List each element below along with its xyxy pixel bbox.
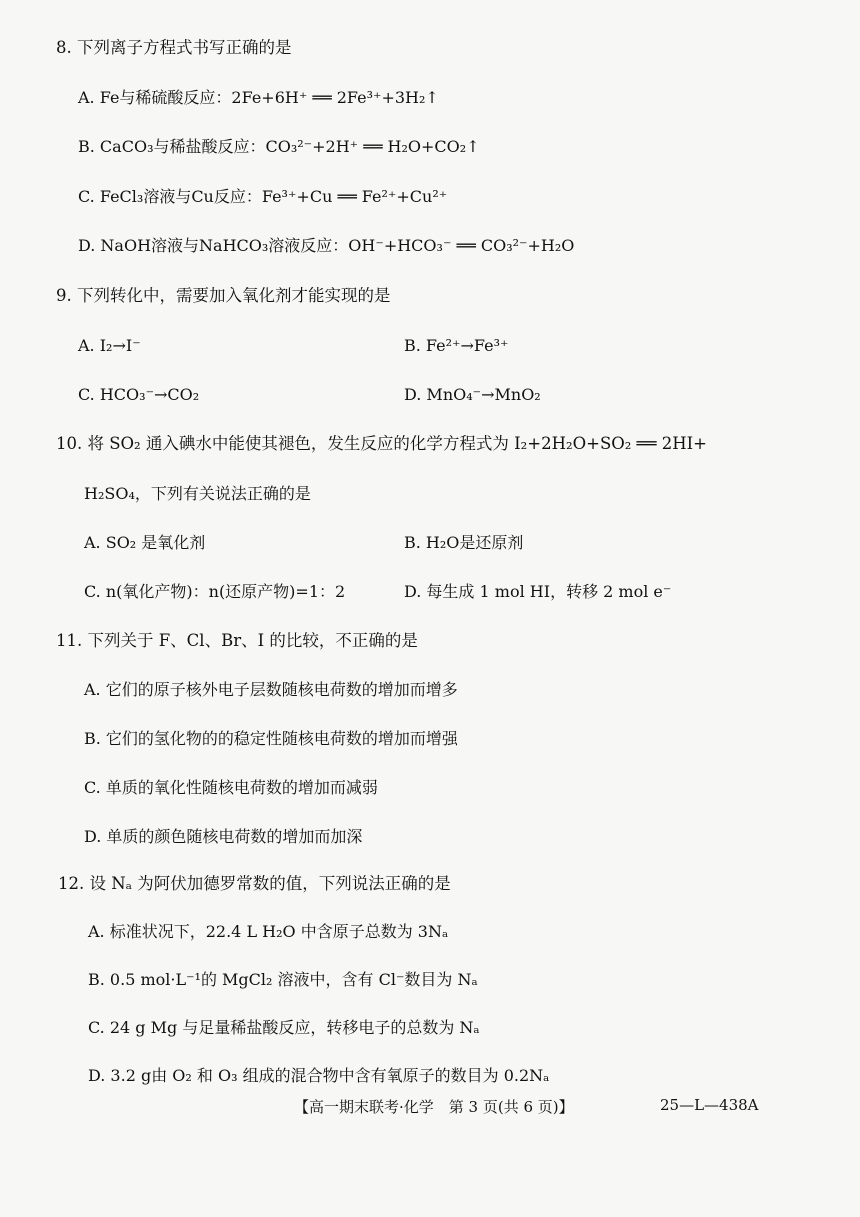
q8-option-a: A. Fe与稀硫酸反应：2Fe+6H⁺ ══ 2Fe³⁺+3H₂↑ (78, 88, 439, 107)
page-footer: 【高一期末联考·化学 第 3 页(共 6 页)】 (294, 1098, 574, 1116)
q10-option-d: D. 每生成 1 mol HI，转移 2 mol e⁻ (404, 582, 672, 601)
q9-option-d: D. MnO₄⁻→MnO₂ (404, 385, 541, 404)
q12-option-a: A. 标准状况下，22.4 L H₂O 中含原子总数为 3Nₐ (88, 922, 449, 941)
q9-option-c: C. HCO₃⁻→CO₂ (78, 385, 200, 404)
q9-option-a: A. I₂→I⁻ (78, 336, 141, 355)
q12-option-c: C. 24 g Mg 与足量稀盐酸反应，转移电子的总数为 Nₐ (88, 1018, 480, 1037)
q12-option-d: D. 3.2 g由 O₂ 和 O₃ 组成的混合物中含有氧原子的数目为 0.2Nₐ (88, 1066, 550, 1085)
q10-stem-line1: 10. 将 SO₂ 通入碘水中能使其褪色，发生反应的化学方程式为 I₂+2H₂O+SO₂ ══ 2HI+ (56, 434, 708, 453)
q11-stem: 11. 下列关于 F、Cl、Br、I 的比较，不正确的是 (56, 631, 418, 650)
q8-option-b: B. CaCO₃与稀盐酸反应：CO₃²⁻+2H⁺ ══ H₂O+CO₂↑ (78, 137, 480, 156)
q12-option-b: B. 0.5 mol·L⁻¹的 MgCl₂ 溶液中，含有 Cl⁻数目为 Nₐ (88, 970, 478, 989)
q8-option-c: C. FeCl₃溶液与Cu反应：Fe³⁺+Cu ══ Fe²⁺+Cu²⁺ (78, 187, 448, 206)
q9-stem: 9. 下列转化中，需要加入氧化剂才能实现的是 (56, 286, 391, 305)
q9-option-b: B. Fe²⁺→Fe³⁺ (404, 336, 509, 355)
q10-stem-line2: H₂SO₄，下列有关说法正确的是 (84, 484, 311, 503)
q8-stem: 8. 下列离子方程式书写正确的是 (56, 38, 292, 57)
q11-option-c: C. 单质的氧化性随核电荷数的增加而减弱 (84, 778, 378, 797)
q11-option-b: B. 它们的氢化物的的稳定性随核电荷数的增加而增强 (84, 729, 458, 748)
q10-option-b: B. H₂O是还原剂 (404, 533, 524, 552)
q11-option-d: D. 单质的颜色随核电荷数的增加而加深 (84, 827, 363, 846)
exam-code: 25—L—438A (660, 1096, 759, 1114)
q8-option-d: D. NaOH溶液与NaHCO₃溶液反应：OH⁻+HCO₃⁻ ══ CO₃²⁻+H₂O (78, 236, 575, 255)
q10-option-c: C. n(氧化产物)：n(还原产物)=1：2 (84, 582, 346, 601)
q12-stem: 12. 设 Nₐ 为阿伏加德罗常数的值，下列说法正确的是 (58, 874, 451, 893)
q11-option-a: A. 它们的原子核外电子层数随核电荷数的增加而增多 (84, 680, 458, 699)
q10-option-a: A. SO₂ 是氧化剂 (84, 533, 206, 552)
